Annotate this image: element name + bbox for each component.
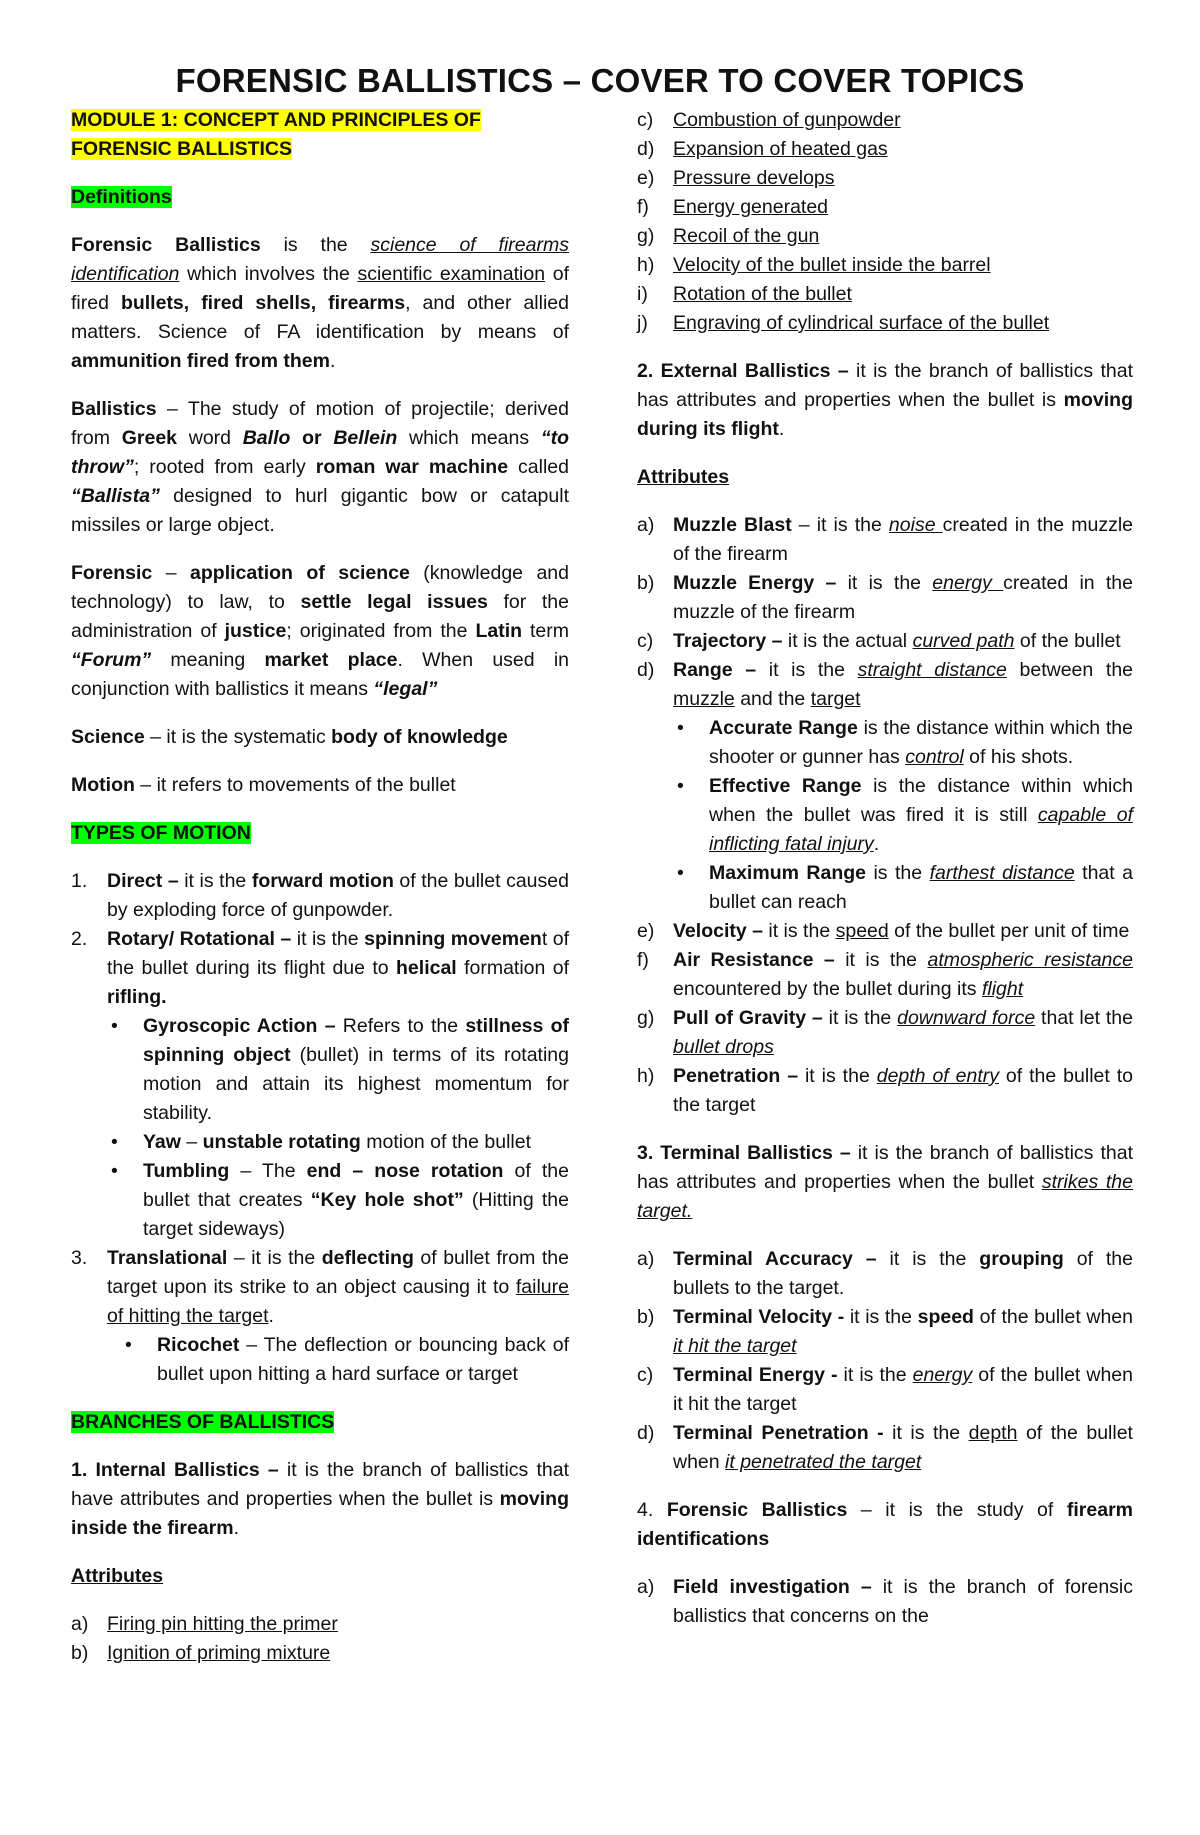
definition-motion: Motion – it refers to movements of the bullet [71,774,456,796]
left-column [71,106,569,1668]
list-item: a) Firing pin hitting the primer [71,1613,338,1635]
list-item: c) Combustion of gunpowder [637,109,901,131]
bullet-dot-icon: • [125,1334,132,1356]
list-item: • Tumbling – The end – nose rotation of the bullet that creates “Key hole shot” (Hitting the target sideways) [107,1157,569,1244]
definition-ballistics: Ballistics – The study of motion of projectile; derived from Greek word Ballo or Bellein which means “to throw”; rooted from early roman war machine called “Ballista” designed to hurl gigantic bow or catapult missiles or large object. [71,398,569,536]
list-item: b) Muzzle Energy – it is the energy created in the muzzle of the firearm [637,572,1133,623]
bullet-dot-icon: • [677,775,684,797]
internal-ballistics: 1. Internal Ballistics – it is the branch of ballistics that have attributes and properties when the bullet is moving inside the firearm. [71,1459,569,1539]
list-item: 1. Direct – it is the forward motion of the bullet caused by exploding force of gunpowder. [71,870,569,921]
list-item: 3. Translational – it is the deflecting of bullet from the target upon its strike to an object causing it to failure of hitting the target. • Ricochet – The deflection or bouncing back of bullet upon hitting a hard surface or target [71,1244,569,1389]
list-item: 2. Rotary/ Rotational – it is the spinning movement of the bullet during its flight due to helical formation of rifling. • Gyroscopic Action – Refers to the stillness of spinning object (bullet) in terms of its rotating motion and attain its highest momentum for stability. • Yaw – unstable rotating motion of the bullet • Tumbling – The end – nose rotation of the bullet that creates “Key hole shot” (Hitting the target sideways) [71,925,569,1244]
list-item: c) Terminal Energy - it is the energy of the bullet when it hit the target [637,1364,1133,1415]
bullet-dot-icon: • [111,1015,118,1037]
list-item: h) Velocity of the bullet inside the barrel [637,254,991,276]
translational-sub-list [121,1331,569,1389]
page-title: FORENSIC BALLISTICS – COVER TO COVER TOPICS [175,62,1025,99]
list-item: a) Muzzle Blast – it is the noise created in the muzzle of the firearm [637,514,1133,565]
list-item: g) Pull of Gravity – it is the downward force that let the bullet drops [637,1007,1133,1058]
forensic-ballistics-branch: 4. Forensic Ballistics – it is the study of firearm identifications [637,1499,1133,1550]
list-item: e) Velocity – it is the speed of the bullet per unit of time [637,920,1130,942]
definition-forensic-ballistics: Forensic Ballistics is the science of firearms identification which involves the scientific examination of fired bullets, fired shells, firearms, and other allied matters. Science of FA identification by means of ammunition fired from them. [71,234,569,372]
internal-attributes-list-continued [637,106,1133,338]
list-item: • Ricochet – The deflection or bouncing back of bullet upon hitting a hard surface or target [121,1331,569,1389]
external-attributes-heading: Attributes [637,466,730,488]
bullet-dot-icon: • [111,1131,118,1153]
list-item: b) Terminal Velocity - it is the speed of the bullet when it hit the target [637,1306,1133,1357]
list-item: e) Pressure develops [637,167,835,189]
list-item: d) Terminal Penetration - it is the depth of the bullet when it penetrated the target [637,1422,1133,1473]
list-item: • Yaw – unstable rotating motion of the bullet [107,1128,569,1157]
internal-attributes-heading: Attributes [71,1565,164,1587]
right-column [637,106,1133,1631]
list-item: • Gyroscopic Action – Refers to the stillness of spinning object (bullet) in terms of its rotating motion and attain its highest momentum for stability. [107,1012,569,1128]
bullet-dot-icon: • [111,1160,118,1182]
branches-heading: BRANCHES OF BALLISTICS [71,1411,335,1433]
module-heading: MODULE 1: CONCEPT AND PRINCIPLES OF FORENSIC BALLISTICS [71,109,481,160]
types-of-motion-heading: TYPES OF MOTION [71,822,251,844]
list-item: i) Rotation of the bullet [637,283,852,305]
list-item: • Accurate Range is the distance within which the shooter or gunner has control of his shots. [673,714,1133,772]
list-item: g) Recoil of the gun [637,225,820,247]
forensic-branch-list [637,1573,1133,1631]
list-item: • Maximum Range is the farthest distance that a bullet can reach [673,859,1133,917]
list-item: j) Engraving of cylindrical surface of the bullet [637,312,1050,334]
range-sub-list [673,714,1133,917]
types-of-motion-list [71,867,569,1389]
list-item: f) Air Resistance – it is the atmospheric resistance encountered by the bullet during its flight [637,949,1133,1000]
list-item: h) Penetration – it is the depth of entry of the bullet to the target [637,1065,1133,1116]
rotary-sub-list [107,1012,569,1244]
list-item: b) Ignition of priming mixture [71,1642,331,1664]
list-item: • Effective Range is the distance within which when the bullet was fired it is still capable of inflicting fatal injury. [673,772,1133,859]
definition-forensic: Forensic – application of science (knowledge and technology) to law, to settle legal issues for the administration of justice; originated from the Latin term “Forum” meaning market place. When used in conjunction with ballistics it means “legal” [71,562,570,700]
list-item: c) Trajectory – it is the actual curved path of the bullet [637,630,1121,652]
terminal-attributes-list [637,1245,1133,1477]
external-ballistics: 2. External Ballistics – it is the branch of ballistics that has attributes and properties when the bullet is moving during its flight. [637,360,1133,440]
list-item: a) Field investigation – it is the branch of forensic ballistics that concerns on the [637,1576,1133,1627]
bullet-dot-icon: • [677,717,684,739]
external-attributes-list [637,511,1133,1120]
definition-science: Science – it is the systematic body of knowledge [71,726,508,748]
internal-attributes-list [71,1610,569,1668]
terminal-ballistics: 3. Terminal Ballistics – it is the branch of ballistics that has attributes and properties when the bullet strikes the target. [637,1142,1133,1222]
list-item: f) Energy generated [637,196,829,218]
definitions-heading: Definitions [71,186,172,208]
list-item: a) Terminal Accuracy – it is the grouping of the bullets to the target. [637,1248,1133,1299]
list-item: d) Expansion of heated gas [637,138,888,160]
list-item: d) Range – it is the straight distance between the muzzle and the target • Accurate Range is the distance within which the shooter or gunner has control of his shots. • Effective Range is the distance within which when the bullet was fired it is still capable of inflicting fatal injury. • Maximum Range is the farthest distance that a bullet can reach [637,656,1133,917]
bullet-dot-icon: • [677,862,684,884]
